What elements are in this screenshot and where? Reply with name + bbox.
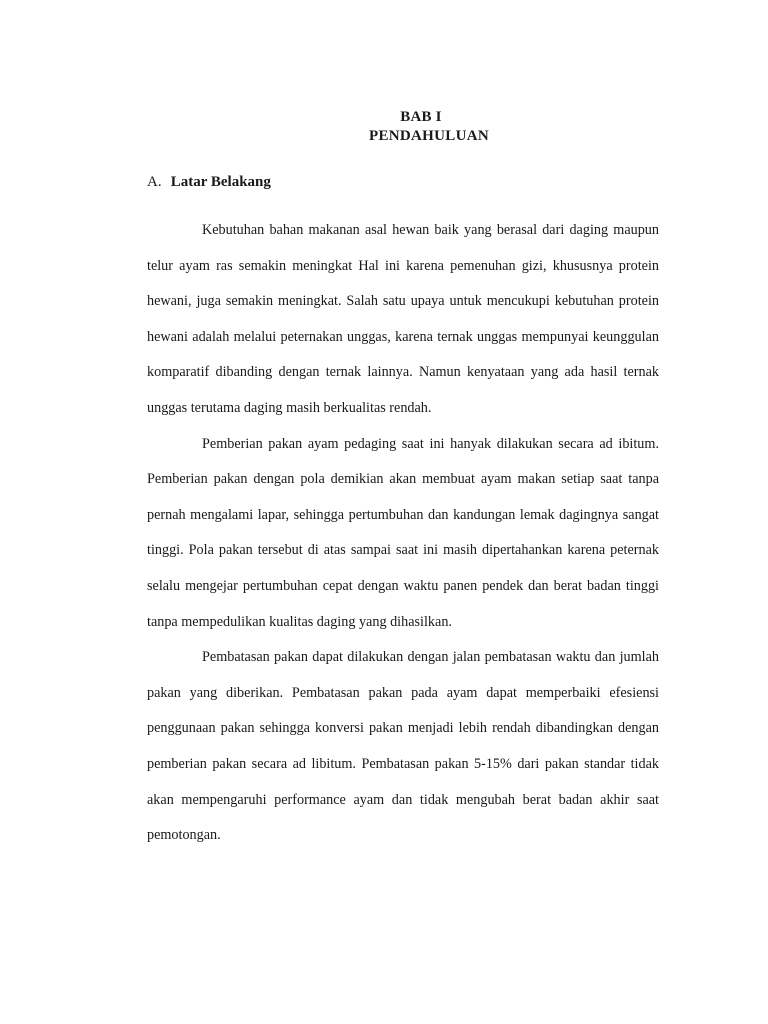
paragraph: Kebutuhan bahan makanan asal hewan baik yang berasal dari daging maupun telur ayam ras semakin meningkat Hal ini karena pemenuhan gizi, khususnya protein hewani, juga semakin meningkat. Salah satu upaya untuk mencukupi kebutuhan protein hewani adalah melalui peternakan unggas, karena ternak unggas mempunyai keunggulan komparatif dibanding dengan ternak lainnya. Namun kenyataan yang ada hasil ternak unggas terutama daging masih berkualitas rendah. (147, 222, 659, 416)
section-marker: A. (147, 174, 162, 190)
chapter-number: BAB I (400, 109, 442, 125)
section-heading (147, 174, 271, 191)
paragraph: Pembatasan pakan dapat dilakukan dengan jalan pembatasan waktu dan jumlah pakan yang diberikan. Pembatasan pakan pada ayam dapat memperbaiki efesiensi penggunaan pakan sehingga konversi pakan menjadi lebih rendah dibandingkan dengan pemberian pakan secara ad libitum. Pembatasan pakan 5-15% dari pakan standar tidak akan mempengaruhi performance ayam dan tidak mengubah berat badan akhir saat pemotongan. (147, 649, 659, 844)
paragraph: Pemberian pakan ayam pedaging saat ini hanyak dilakukan secara ad ibitum. Pemberian pakan dengan pola demikian akan membuat ayam makan setiap saat tanpa pernah mengalami lapar, sehingga pertumbuhan dan kandungan lemak dagingnya sangat tinggi. Pola pakan tersebut di atas sampai saat ini masih dipertahankan karena peternak selalu mengejar pertumbuhan cepat dengan waktu panen pendek dan berat badan tinggi tanpa mempedulikan kualitas daging yang dihasilkan. (147, 435, 659, 630)
body-text (147, 213, 659, 854)
chapter-title: PENDAHULUAN (369, 128, 489, 144)
section-title: Latar Belakang (170, 174, 271, 190)
